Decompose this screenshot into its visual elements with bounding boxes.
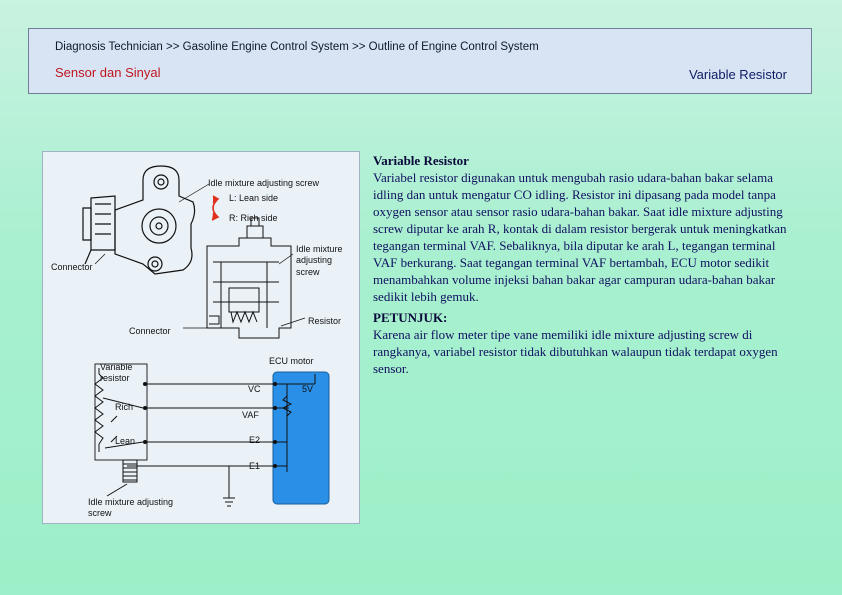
- label-resistor: Resistor: [308, 316, 342, 326]
- description-panel: [373, 152, 788, 377]
- label-idle-screw-bottom: Idle mixture adjusting screw: [88, 497, 174, 519]
- bottom-screw: [107, 460, 137, 496]
- label-lean-side: L: Lean side: [229, 193, 279, 203]
- label-rich: Rich: [115, 402, 134, 412]
- label-idle-screw-top: Idle mixture adjusting screw: [208, 178, 320, 188]
- hint-heading: PETUNJUK:: [373, 310, 448, 325]
- lean-rich-arrow: [212, 196, 218, 220]
- topic-title: Variable Resistor: [688, 67, 787, 82]
- sensor-housing: [83, 166, 195, 274]
- section-title: Sensor dan Sinyal: [55, 65, 161, 80]
- resistor-section: [207, 218, 291, 338]
- figure-drawing: [43, 152, 361, 525]
- label-5v: 5V: [302, 384, 314, 394]
- label-rich-side: R: Rich side: [229, 213, 278, 223]
- label-vc: VC: [248, 384, 261, 394]
- variable-resistor-figure: [42, 151, 360, 524]
- label-idle-screw-mid: Idle mixture adjusting screw: [296, 244, 343, 277]
- label-connector-left: Connector: [51, 262, 93, 272]
- description-heading: Variable Resistor: [373, 153, 469, 168]
- label-lean: Lean: [115, 436, 136, 446]
- page-header: [28, 28, 812, 94]
- label-e1: E1: [249, 461, 261, 471]
- label-connector-mid: Connector: [129, 326, 171, 336]
- label-vaf: VAF: [242, 410, 259, 420]
- label-variable-resistor: Variable resistor: [100, 362, 133, 384]
- label-ecu-motor: ECU motor: [269, 356, 314, 366]
- label-e2: E2: [249, 435, 261, 445]
- ecu-box: [273, 372, 329, 504]
- hint-text: Karena air flow meter tipe vane memiliki idle mixture adjusting screw di rangkanya, variabel resistor tidak dibutuhkan walaupun tidak terdapat oxygen sensor.: [373, 327, 778, 376]
- description-paragraph: Variabel resistor digunakan untuk mengubah rasio udara-bahan bakar selama idling dan untuk mengatur CO idling. Resistor ini dipasang pada model tanpa oxygen sensor atau sensor rasio udara-bahan bakar. Saat idle mixture adjusting screw diputar ke arah R, kontak di dalam resistor bergerak untuk meningkatkan tegangan terminal VAF. Sebaliknya, bila diputar ke arah L, tegangan terminal VAF berkurang. Saat tegangan terminal VAF bertambah, ECU motor sedikit menambahkan volume injeksi bahan bakar agar campuran udara-bahan bakar sedikit lebih gemuk.: [373, 170, 787, 304]
- breadcrumb: Diagnosis Technician >> Gasoline Engine Control System >> Outline of Engine Control System: [55, 41, 539, 53]
